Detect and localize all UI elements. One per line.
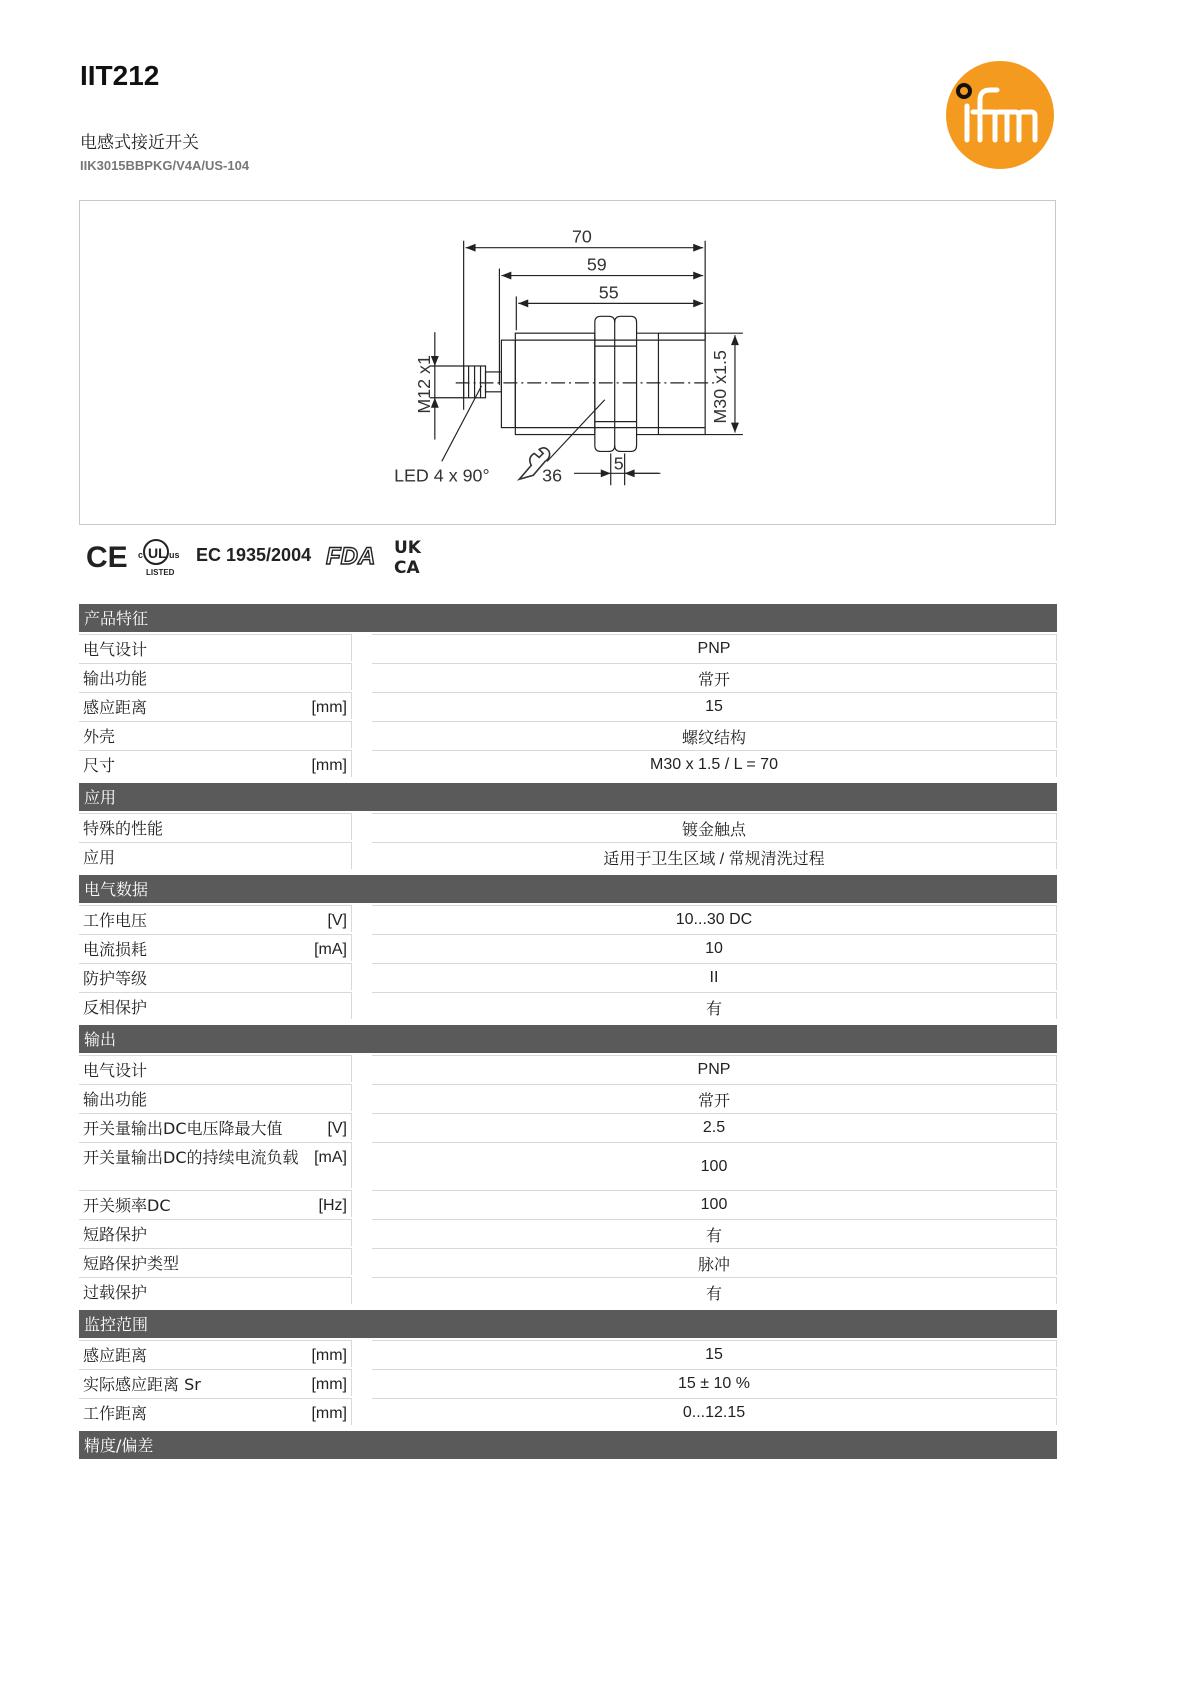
- spec-value: 100: [372, 1190, 1057, 1217]
- spec-label-cell: [79, 1277, 352, 1304]
- spec-value: 常开: [372, 1084, 1057, 1111]
- spec-label: 感应距离: [83, 698, 148, 717]
- spec-label: 输出功能: [83, 1090, 148, 1109]
- spec-unit: [Hz]: [318, 1197, 347, 1214]
- spec-unit: [mm]: [311, 1376, 347, 1393]
- spec-value: 15 ± 10 %: [372, 1369, 1057, 1396]
- spec-unit: [mm]: [311, 699, 347, 716]
- page-bottom: [0, 1474, 1106, 1564]
- spec-label-cell: [79, 634, 352, 661]
- spec-value: 有: [372, 1277, 1057, 1304]
- spec-value: 脉冲: [372, 1248, 1057, 1275]
- spec-label-cell: [79, 750, 352, 777]
- spec-row: [79, 634, 1057, 661]
- svg-text:c: c: [138, 550, 144, 560]
- dim-55-label: 55: [598, 282, 619, 303]
- product-title: IIT212: [80, 60, 160, 91]
- section-header: 输出: [79, 1025, 1057, 1053]
- led-label: LED 4 x 90°: [394, 465, 490, 486]
- spec-row: [79, 813, 1057, 840]
- spec-label-cell: [79, 1398, 352, 1425]
- dimension-drawing: [79, 200, 1056, 525]
- spec-label: 电气设计: [83, 640, 148, 659]
- spec-label-cell: [79, 663, 352, 690]
- spec-label: 电气设计: [83, 1061, 148, 1080]
- spec-row: [79, 963, 1057, 990]
- spec-label: 反相保护: [83, 998, 148, 1017]
- spec-label: 感应距离: [83, 1346, 148, 1365]
- spec-row: [79, 750, 1057, 777]
- spec-unit: [341, 668, 347, 690]
- spec-label-cell: [79, 721, 352, 748]
- spec-unit: [mm]: [311, 1405, 347, 1422]
- spec-label: 外壳: [83, 727, 116, 746]
- svg-text:UK: UK: [394, 538, 421, 558]
- section-header: 电气数据: [79, 875, 1057, 903]
- spec-label-cell: [79, 1369, 352, 1396]
- spec-label: 特殊的性能: [83, 819, 164, 838]
- spec-label: 短路保护类型: [83, 1254, 180, 1273]
- spec-label: 防护等级: [83, 969, 148, 988]
- dim-59-label: 59: [586, 254, 607, 275]
- certification-marks: [82, 534, 442, 578]
- spec-label-cell: [79, 1340, 352, 1367]
- spec-unit: [341, 968, 347, 990]
- spec-label-cell: [79, 1248, 352, 1275]
- spec-value: 常开: [372, 663, 1057, 690]
- spec-unit: [mA]: [314, 1149, 347, 1166]
- spec-label: 尺寸: [83, 756, 116, 775]
- spec-table: [79, 604, 1057, 1459]
- spec-row: [79, 1142, 1057, 1188]
- section-header: 产品特征: [79, 604, 1057, 632]
- section-header: 监控范围: [79, 1310, 1057, 1338]
- wrench-size-label: 36: [542, 465, 563, 486]
- spec-unit: [341, 818, 347, 840]
- spec-unit: [V]: [327, 912, 347, 929]
- section-header: 应用: [79, 783, 1057, 811]
- spec-unit: [341, 997, 347, 1019]
- spec-row: [79, 721, 1057, 748]
- spec-row: [79, 1190, 1057, 1217]
- spec-value: 15: [372, 1340, 1057, 1367]
- spec-value: 0...12.15: [372, 1398, 1057, 1425]
- spec-row: [79, 1113, 1057, 1140]
- spec-value: 15: [372, 692, 1057, 719]
- spec-value: 螺纹结构: [372, 721, 1057, 748]
- spec-label-cell: [79, 934, 352, 961]
- spec-row: [79, 663, 1057, 690]
- spec-label: 应用: [83, 848, 116, 867]
- spec-label: 实际感应距离 Sr: [83, 1375, 201, 1394]
- spec-unit: [341, 847, 347, 869]
- spec-label: 电流损耗: [83, 940, 148, 959]
- ec-1935-label: EC 1935/2004: [196, 545, 312, 565]
- spec-value: 10: [372, 934, 1057, 961]
- spec-row: [79, 1398, 1057, 1425]
- spec-unit: [V]: [327, 1120, 347, 1137]
- svg-text:UL: UL: [148, 545, 167, 561]
- spec-row: [79, 1084, 1057, 1111]
- spec-row: [79, 934, 1057, 961]
- svg-text:us: us: [169, 550, 180, 560]
- spec-unit: [mm]: [311, 757, 347, 774]
- section-header: 精度/偏差: [79, 1431, 1057, 1459]
- spec-value: 2.5: [372, 1113, 1057, 1140]
- spec-label-cell: [79, 1219, 352, 1246]
- product-subtitle: 电感式接近开关: [80, 133, 199, 153]
- spec-row: [79, 1219, 1057, 1246]
- ifm-logo: [945, 60, 1055, 170]
- spec-label-cell: [79, 905, 352, 932]
- fda-mark-icon: FDA: [326, 543, 376, 570]
- spec-unit: [341, 1060, 347, 1082]
- spec-label: 输出功能: [83, 669, 148, 688]
- spec-unit: [mm]: [311, 1347, 347, 1364]
- spec-value: 适用于卫生区域 / 常规清洗过程: [372, 842, 1057, 869]
- spec-row: [79, 905, 1057, 932]
- spec-value: II: [372, 963, 1057, 990]
- spec-label-cell: [79, 1055, 352, 1082]
- spec-label-cell: [79, 842, 352, 869]
- spec-row: [79, 1277, 1057, 1304]
- spec-value: 镀金触点: [372, 813, 1057, 840]
- spec-label-cell: [79, 813, 352, 840]
- spec-unit: [341, 639, 347, 661]
- spec-label-cell: [79, 963, 352, 990]
- spec-row: [79, 1055, 1057, 1082]
- spec-label: 开关量输出DC的持续电流负载: [83, 1148, 299, 1167]
- thread-m12-label: M12 x1: [413, 355, 434, 414]
- dim-70-label: 70: [571, 226, 592, 247]
- svg-text:CA: CA: [394, 558, 420, 578]
- spec-row: [79, 842, 1057, 869]
- spec-value: 有: [372, 1219, 1057, 1246]
- spec-label: 开关量输出DC电压降最大值: [83, 1119, 283, 1138]
- spec-label: 开关频率DC: [83, 1196, 171, 1215]
- ce-mark-icon: CE: [86, 541, 128, 574]
- spec-label: 工作距离: [83, 1404, 148, 1423]
- spec-label: 工作电压: [83, 911, 148, 930]
- spec-unit: [341, 1089, 347, 1111]
- spec-label-cell: [79, 692, 352, 719]
- spec-label-cell: [79, 1113, 352, 1140]
- spec-row: [79, 992, 1057, 1019]
- spec-unit: [341, 1224, 347, 1246]
- spec-row: [79, 692, 1057, 719]
- spec-label-cell: [79, 1190, 352, 1217]
- spec-value: 有: [372, 992, 1057, 1019]
- spec-value: PNP: [372, 1055, 1057, 1082]
- spec-row: [79, 1369, 1057, 1396]
- spec-value: 10...30 DC: [372, 905, 1057, 932]
- spec-row: [79, 1248, 1057, 1275]
- spec-label-cell: [79, 992, 352, 1019]
- nut-width-label: 5: [613, 453, 624, 474]
- spec-label: 过载保护: [83, 1283, 148, 1302]
- ul-listed-icon: [138, 540, 180, 577]
- spec-label: 短路保护: [83, 1225, 148, 1244]
- spec-label-cell: [79, 1142, 352, 1188]
- spec-value: 100: [372, 1142, 1057, 1188]
- spec-value: M30 x 1.5 / L = 70: [372, 750, 1057, 777]
- product-code: IIK3015BBPKG/V4A/US-104: [80, 158, 250, 173]
- spec-unit: [341, 1282, 347, 1304]
- spec-value: PNP: [372, 634, 1057, 661]
- thread-m30-label: M30 x1.5: [710, 350, 731, 424]
- ukca-mark-icon: [394, 538, 422, 578]
- spec-unit: [mA]: [314, 941, 347, 958]
- spec-row: [79, 1340, 1057, 1367]
- spec-unit: [341, 726, 347, 748]
- spec-unit: [341, 1253, 347, 1275]
- spec-label-cell: [79, 1084, 352, 1111]
- svg-text:LISTED: LISTED: [146, 568, 175, 577]
